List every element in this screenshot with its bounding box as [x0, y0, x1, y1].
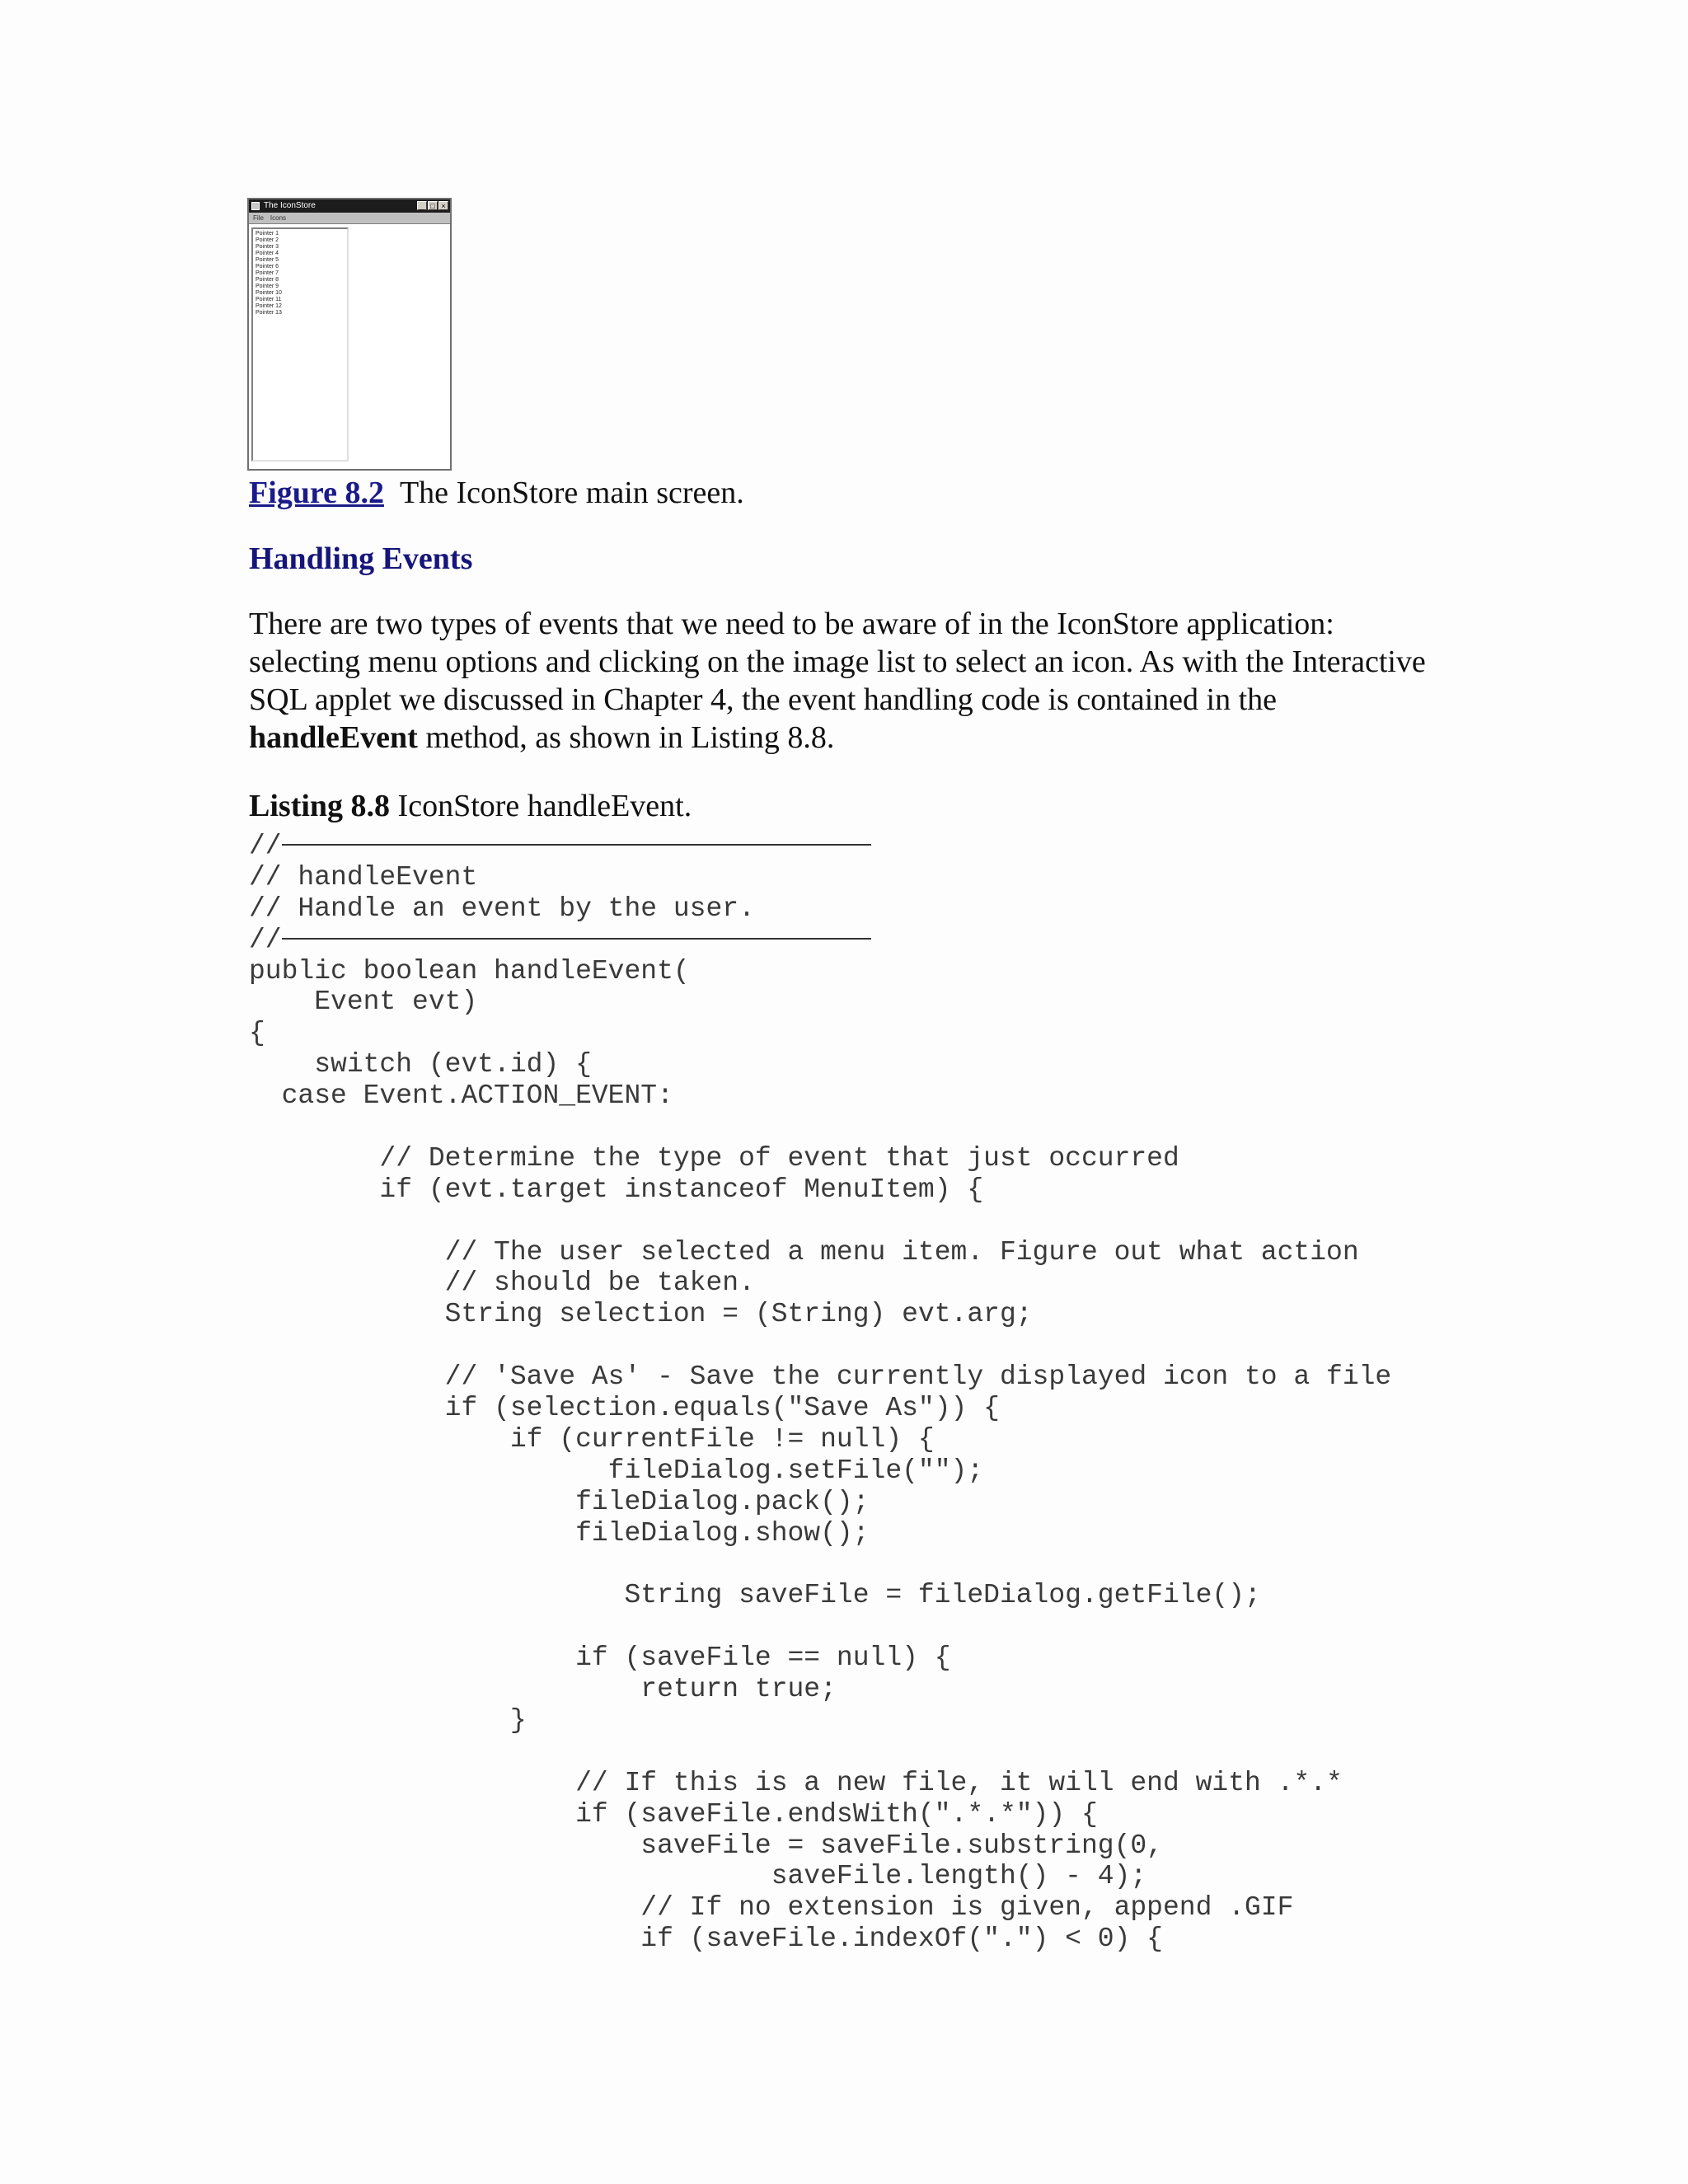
code-line: //: [249, 925, 1391, 956]
icon-list-item: Pointer 11: [256, 297, 282, 302]
code-line: // The user selected a menu item. Figure out what action: [249, 1236, 1359, 1268]
maximize-icon: □: [428, 201, 438, 210]
code-line: // If this is a new file, it will end with .*.*: [249, 1767, 1343, 1798]
icon-list-item: Pointer 1: [256, 231, 279, 237]
code-line: return true;: [249, 1674, 837, 1705]
code-line: // If no extension is given, append .GIF: [249, 1892, 1294, 1924]
code-line: if (saveFile.indexOf(".") < 0) {: [249, 1924, 1163, 1955]
icon-list-item: Pointer 2: [256, 237, 279, 243]
window-title-bar: [249, 199, 450, 213]
code-line: if (evt.target instanceof MenuItem) {: [249, 1174, 984, 1205]
body-paragraph: [249, 605, 1452, 757]
icon-list-item: Pointer 13: [256, 310, 282, 316]
app-icon: [251, 202, 260, 210]
section-heading: Handling Events: [249, 541, 473, 576]
code-line: [249, 1736, 1391, 1768]
icon-list-item: Pointer 6: [256, 264, 279, 269]
code-line: //: [249, 831, 1391, 862]
code-line: String saveFile = fileDialog.getFile();: [249, 1580, 1261, 1611]
code-line: String selection = (String) evt.arg;: [249, 1299, 1033, 1330]
code-line: if (saveFile.endsWith(".*.*")) {: [249, 1798, 1098, 1830]
icon-list-item: Pointer 9: [256, 284, 279, 289]
code-line: [249, 1330, 1391, 1361]
figure-caption-text: The IconStore main screen.: [399, 476, 744, 510]
listing-caption: [249, 788, 692, 824]
window-controls: [417, 201, 448, 210]
code-listing: [249, 831, 1391, 1955]
minimize-icon: _: [417, 201, 427, 210]
code-line: fileDialog.pack();: [249, 1486, 870, 1517]
code-line: if (saveFile == null) {: [249, 1643, 951, 1674]
paragraph-text-before: There are two types of events that we need to be aware of in the IconStore application: selecting menu options and clicking on the image list to select an icon. As with the Interactive SQL applet we discussed in Chapter 4, the event handling code is contained in the: [249, 607, 1426, 717]
icon-list-item: Pointer 8: [256, 277, 279, 283]
icon-list-item: Pointer 4: [256, 251, 279, 256]
code-line: saveFile.length() - 4);: [249, 1861, 1147, 1892]
code-line: if (selection.equals("Save As")) {: [249, 1393, 1000, 1424]
code-line: fileDialog.show();: [249, 1517, 870, 1549]
code-line: [249, 1549, 1391, 1580]
window-title: The IconStore: [264, 201, 316, 210]
code-line: Event evt): [249, 987, 478, 1018]
icon-list-item: Pointer 5: [256, 257, 279, 263]
code-line: // handleEvent: [249, 861, 478, 893]
code-line: {: [249, 1018, 265, 1049]
code-line: fileDialog.setFile("");: [249, 1455, 984, 1486]
code-line: // Handle an event by the user.: [249, 893, 755, 924]
code-line: // should be taken.: [249, 1268, 755, 1299]
icon-list-item: Pointer 7: [256, 270, 279, 276]
paragraph-method-name: handleEvent: [249, 720, 418, 755]
code-line: public boolean handleEvent(: [249, 955, 690, 987]
code-line: }: [249, 1704, 527, 1736]
icon-list-item: Pointer 3: [256, 244, 279, 250]
menu-icons: Icons: [270, 214, 287, 222]
window-menubar: [249, 213, 450, 224]
code-line: [249, 1112, 1391, 1143]
icon-list-item: Pointer 10: [256, 290, 282, 296]
listing-label: Listing 8.8: [249, 789, 391, 823]
comment-rule: [282, 938, 871, 940]
code-line: case Event.ACTION_EVENT:: [249, 1080, 673, 1112]
code-line: [249, 1206, 1391, 1237]
figure-caption: [249, 475, 744, 511]
code-line: // 'Save As' - Save the currently displayed icon to a file: [249, 1361, 1392, 1393]
icon-list: [251, 227, 349, 462]
code-line: [249, 1611, 1391, 1643]
close-icon: ×: [438, 201, 448, 210]
figure-link[interactable]: Figure 8.2: [249, 476, 384, 510]
listing-title: IconStore handleEvent.: [397, 789, 692, 823]
code-line: saveFile = saveFile.substring(0,: [249, 1830, 1163, 1861]
code-line: // Determine the type of event that just occurred: [249, 1142, 1179, 1174]
icon-list-item: Pointer 12: [256, 303, 282, 309]
menu-file: File: [253, 214, 264, 222]
code-line: switch (evt.id) {: [249, 1049, 592, 1080]
comment-rule: [282, 844, 871, 846]
iconstore-window-figure: [247, 198, 452, 471]
paragraph-text-after: method, as shown in Listing 8.8.: [417, 720, 835, 755]
code-line: if (currentFile != null) {: [249, 1423, 935, 1455]
